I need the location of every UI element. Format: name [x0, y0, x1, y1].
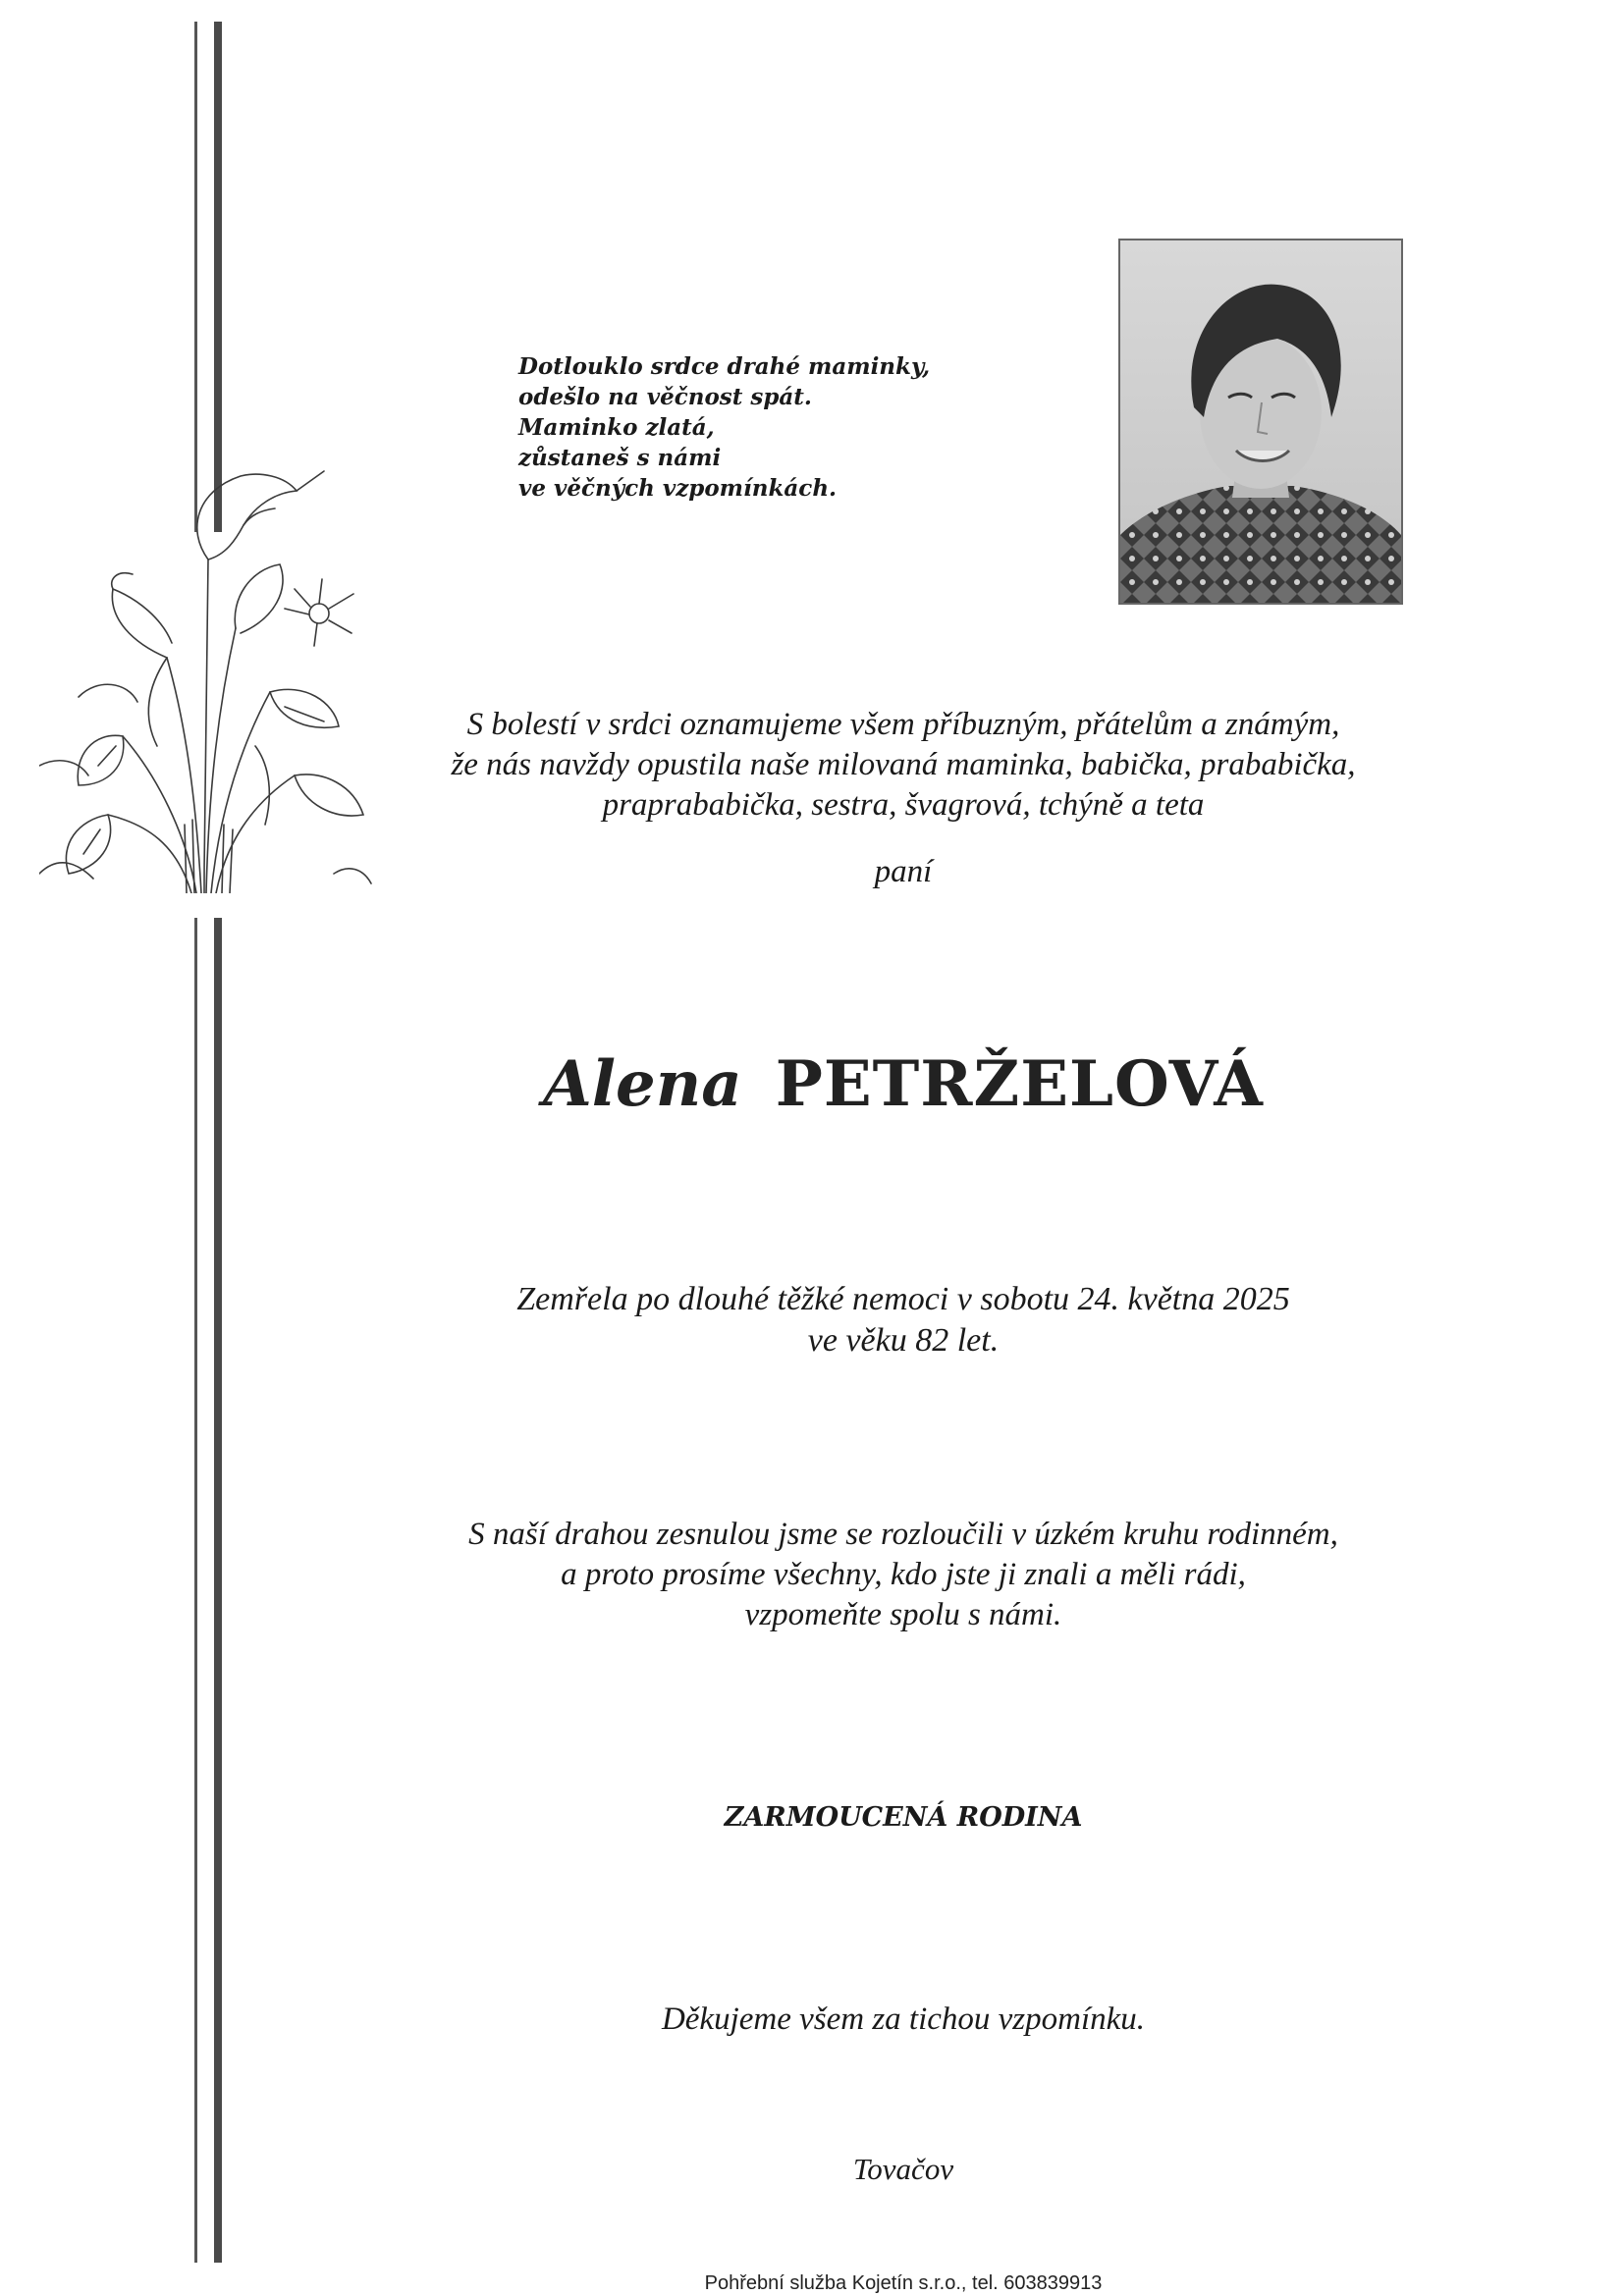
- death-notice-line: Zemřela po dlouhé těžké nemoci v sobotu 24. května 2025: [516, 1281, 1290, 1317]
- thanks-text: Děkujeme všem za tichou vzpomínku.: [661, 2002, 1146, 2037]
- death-notice: [373, 1279, 1434, 1362]
- deceased-last-name: PETRŽELOVÁ: [775, 1047, 1264, 1121]
- farewell-line: S naší drahou zesnulou jsme se rozloučili v úzkém kruhu rodinném,: [468, 1517, 1338, 1552]
- family-signature-text: ZARMOUCENÁ RODINA: [724, 1802, 1083, 1833]
- funeral-service-footer: Pohřební služba Kojetín s.r.o., tel. 603839913: [704, 2272, 1103, 2294]
- poem-line: Maminko zlatá,: [518, 414, 715, 441]
- deceased-first-name: Alena: [543, 1047, 742, 1121]
- announcement-line: S bolestí v srdci oznamujeme všem příbuzným, přátelům a známým,: [466, 707, 1340, 742]
- announcement-line: praprababička, sestra, švagrová, tchýně a teta: [602, 787, 1205, 823]
- poem-line: zůstaneš s námi: [518, 445, 722, 471]
- announcement-line: že nás navždy opustila naše milovaná maminka, babička, prababička,: [451, 747, 1356, 782]
- portrait-photo: [1118, 239, 1403, 605]
- place: [373, 2151, 1434, 2188]
- farewell-notice: [373, 1515, 1434, 1635]
- farewell-line: a proto prosíme všechny, kdo jste ji znali a měli rádi,: [561, 1557, 1246, 1592]
- place-text: Tovačov: [852, 2152, 954, 2186]
- title-word: [373, 852, 1434, 891]
- death-notice-line: ve věku 82 let.: [807, 1322, 1000, 1359]
- poem-line: odešlo na věčnost spát.: [518, 384, 812, 410]
- poem: [518, 351, 1068, 504]
- decorative-line-thin-bottom: [194, 918, 197, 2263]
- decorative-line-thick-bottom: [214, 918, 222, 2263]
- farewell-line: vzpomeňte spolu s námi.: [744, 1597, 1062, 1632]
- thanks-line: [373, 2000, 1434, 2039]
- family-signature: [373, 1801, 1434, 1835]
- announcement: [373, 705, 1434, 826]
- deceased-name: [373, 1045, 1434, 1124]
- title-word-text: paní: [874, 854, 933, 889]
- poem-line: Dotlouklo srdce drahé maminky,: [518, 353, 931, 380]
- poem-line: ve věčných vzpomínkách.: [518, 475, 838, 502]
- calla-lily-flower-icon: [39, 432, 373, 893]
